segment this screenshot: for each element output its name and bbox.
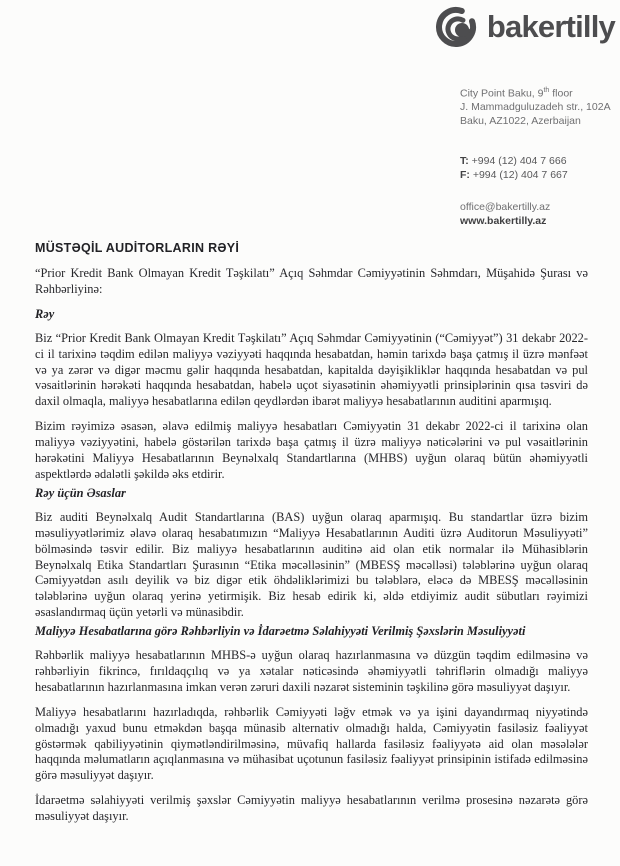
phone-block — [460, 155, 618, 182]
section-responsibilities — [35, 624, 588, 825]
section-basis-for-opinion — [35, 486, 588, 621]
fax-value: +994 (12) 404 7 667 — [469, 168, 568, 181]
section-opinion — [35, 307, 588, 483]
section-heading: Rəy üçün Əsaslar — [35, 485, 126, 500]
tel-value: +994 (12) 404 7 666 — [468, 155, 567, 167]
address-line: City Point Baku, 9th floor — [460, 87, 573, 100]
paragraph: Biz auditi Beynəlxalq Audit Standartlarına (BAS) uyğun olaraq aparmışıq. Bu standartlar üzrə bizim məsuliyyətlərimiz əlavə olaraq hesabatımızın “Maliyyə Hesabatlarının Auditi üzrə Auditorun Məsuliyyəti” bölməsində təsvir edilir. Biz maliyyə hesabatlarının auditinə aid olan etik normalar ilə Mühasiblərin Beynəlxalq Etika Standartları Şurasının “Etika məcəlləsinin” (MBESŞ məcəlləsi) tələblərinə uyğun olaraq Cəmiyyətdən asılı deyilik və biz digər etik öhdəliklərimizi bu tələblərə, eləcə də MBESŞ məcəlləsinin tələblərinə uyğun olaraq yerinə yetirmişik. Biz hesab edirik ki, əldə etdiyimiz audit sübutları rəyimizi əsaslandırmaq üçün yetərli və münasibdir. — [35, 509, 588, 620]
section-heading: Rəy — [35, 306, 55, 321]
paragraph: Biz “Prior Kredit Bank Olmayan Kredit Təşkilatı” Açıq Səhmdar Cəmiyyətinin (“Cəmiyyət”) 31 dekabr 2022-ci il tarixinə təqdim edilən maliyyə vəziyyəti haqqında hesabatdan, həmin tarixdə başa çatmış il üzrə mənfəət və ya zərər və digər məcmu gəlir haqqında hesabatdan, kapitalda dəyişikliklər haqqında hesabatdan və pul vəsaitlərinin hərəkəti haqqında hesabatdan, habelə uçot siyasətinin əhəmiyyətli prinsiplərinin qısa təsviri də daxil olmaqla, maliyyə hesabatlarına edilən qeydlərdən ibarət maliyyə hesabatlarının auditini aparmışıq. — [35, 330, 588, 409]
report-body — [35, 241, 588, 825]
web-block — [460, 201, 618, 228]
ordinal-superscript: th — [543, 87, 550, 94]
address-line: Baku, AZ1022, Azerbaijan — [460, 114, 581, 127]
email-address: office@bakertilly.az — [460, 201, 551, 213]
paragraph: İdarəetmə səlahiyyəti verilmiş şəxslər Cəmiyyətin maliyyə hesabatlarının verilmə prosesinə nəzarətə görə məsuliyyət daşıyır. — [35, 793, 588, 824]
section-heading: Maliyyə Hesabatlarına görə Rəhbərliyin və İdarəetmə Səlahiyyəti Verilmiş Şəxslərin Məsuliyyəti — [35, 624, 526, 639]
addressee-line: “Prior Kredit Bank Olmayan Kredit Təşkilatı” Açıq Səhmdar Cəmiyyətinin Səhmdarı, Müşahidə Şurası və Rəhbərliyinə: — [35, 266, 588, 296]
paragraph: Bizim rəyimizə əsasən, əlavə edilmiş maliyyə hesabatları Cəmiyyətin 31 dekabr 2022-ci il tarixinə olan maliyyə vəziyyətini, habelə göstərilən tarixdə başa çatmış il üzrə maliyyə nəticələrini və pul vəsaitlərinin hərəkətini Maliyyə Hesabatlarının Beynəlxalq Standartlarına (MHBS) uyğun olaraq bütün əhəmiyyətli aspektlərdə ədalətli şəkildə əks etdirir. — [35, 419, 588, 481]
website-url: www.bakertilly.az — [460, 214, 547, 227]
paragraph: Rəhbərlik maliyyə hesabatlarının MHBS-ə uyğun olaraq hazırlanmasına və düzgün təqdim edilməsinə və rəhbərliyin fikrincə, fırıldaqçılıq və ya xətalar nəticəsində əhəmiyyətli təhriflərin olmadığı maliyyə hesabatlarının hazırlanmasına imkan verən zəruri daxili nəzarət sisteminin təşkilinə görə məsuliyyət daşıyır. — [35, 648, 588, 694]
report-title: MÜSTƏQİL AUDİTORLARIN RƏYİ — [35, 241, 240, 255]
bakertilly-logo-icon — [434, 5, 478, 49]
brand-wordmark: bakertilly — [486, 9, 615, 44]
telephone-line — [460, 155, 618, 169]
fax-label: F: — [460, 168, 470, 181]
letterhead-contact — [460, 84, 618, 228]
fax-line — [460, 169, 618, 183]
brand-header — [434, 5, 615, 49]
address-line: J. Mammadguluzadeh str., 102A — [460, 101, 611, 113]
address-block — [460, 84, 618, 128]
paragraph: Maliyyə hesabatlarını hazırladıqda, rəhbərlik Cəmiyyəti ləğv etmək və ya işini dayandırmaq niyyətində olmadığı yaxud bunu etməkdən başqa münasib alternativ olmadığı halda, Cəmiyyətin fasiləsiz fəaliyyət göstərmək qabiliyyətinin qiymətləndirilməsinə, müvafiq hallarda fasiləsiz fəaliyyətə aid olan məsələlər haqqında məlumatların açıqlanmasına və mühasibat uçotunun fasiləsiz fəaliyyət prinsipinin istifadə edilməsinə görə məsuliyyət daşıyır. — [35, 704, 588, 783]
tel-label: T: — [460, 155, 469, 167]
